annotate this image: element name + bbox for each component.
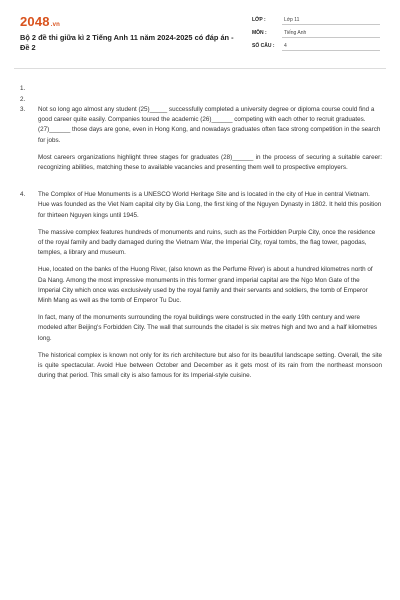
question-number: 1. bbox=[20, 85, 26, 92]
passage-paragraph: The massive complex features hundreds of monuments and ruins, such as the Forbidden Purple City, once the residence of the royal family and badly damaged during the Vietnam War, the Imperial City, royal tombs, the flag tower, pagodas, temples, a library and museum. bbox=[38, 228, 376, 257]
meta-underline bbox=[282, 37, 380, 38]
meta-label: SỐ CÂU : bbox=[252, 43, 275, 49]
meta-row-subject bbox=[252, 27, 380, 40]
meta-label: MÔN : bbox=[252, 30, 267, 36]
header-divider bbox=[14, 68, 386, 69]
passage-paragraph: Hue, located on the banks of the Huong River, (also known as the Perfume River) is about a hundred kilometres north of Da Nang. Among the most impressive monuments in this former grand imperial capital are the Ngo Mon Gate of the Imperial City which once was exclusively used by the royal family and their servants and soldiers, the tomb of Emperor Minh Mang as well as the tomb of Emperor Tu Duc. bbox=[38, 266, 373, 305]
logo-tld: .vn bbox=[50, 22, 61, 28]
question-item-3 bbox=[20, 105, 382, 173]
passage-paragraph: Most careers organizations highlight three stages for graduates (28)______ in the process of securing a suitable career: recognizing abilities, matching these to available vacancies and presenting them well to prospective employers. bbox=[38, 153, 382, 172]
question-list bbox=[20, 84, 382, 388]
document-meta bbox=[252, 14, 380, 53]
page-header bbox=[0, 0, 400, 70]
meta-value: Lớp 11 bbox=[284, 17, 300, 23]
document-title: Bộ 2 đề thi giữa kì 2 Tiếng Anh 11 năm 2024-2025 có đáp án - Đề 2 bbox=[20, 33, 234, 52]
passage-paragraph: The historical complex is known not only for its rich architecture but also for its beautiful landscape setting. Overall, the site is quite spectacular. Avoid Hue between October and December as it gets most of its rain from the northeast monsoon during that period. This small city is also famous for its Imperial-style cuisine. bbox=[38, 351, 382, 380]
meta-underline bbox=[282, 24, 380, 25]
passage-paragraph: The Complex of Hue Monuments is a UNESCO World Heritage Site and is located in the city of Hue in central Vietnam. Hue was founded as the Viet Nam capital city by Gia Long, the first king of the Nguyen Dynasty in 1802. It held this position for thirteen Nguyen kings until 1945. bbox=[38, 191, 382, 219]
question-item-4 bbox=[20, 190, 382, 381]
question-number: 4. bbox=[20, 191, 26, 199]
passage-paragraph: In fact, many of the monuments surrounding the royal buildings were constructed in the early 19th century and were modeled after Beijing's Forbidden City. The wall that surrounds the citadel is six metres high and two and a half kilometres long. bbox=[38, 314, 378, 342]
meta-row-class bbox=[252, 14, 380, 27]
question-number: 2. bbox=[20, 95, 26, 103]
question-item-1 bbox=[20, 84, 382, 95]
question-number: 3. bbox=[20, 106, 26, 113]
meta-underline bbox=[282, 50, 380, 51]
meta-value: Tiếng Anh bbox=[284, 30, 307, 36]
logo-main: 2048 bbox=[20, 14, 50, 29]
meta-label: LỚP : bbox=[252, 17, 266, 23]
meta-row-count bbox=[252, 40, 380, 53]
question-item-2 bbox=[20, 95, 382, 106]
meta-value: 4 bbox=[284, 43, 287, 49]
passage-paragraph: Not so long ago almost any student (25)_____ successfully completed a university degree or diploma course could find a good career quite easily. Companies toured the academic (26)______ competing with each other to recruit graduates. (27)______ those days are gone, even in Hong Kong, and nowadays graduates often face strong competition in the search for jobs. bbox=[38, 106, 381, 144]
site-logo[interactable] bbox=[20, 14, 60, 29]
